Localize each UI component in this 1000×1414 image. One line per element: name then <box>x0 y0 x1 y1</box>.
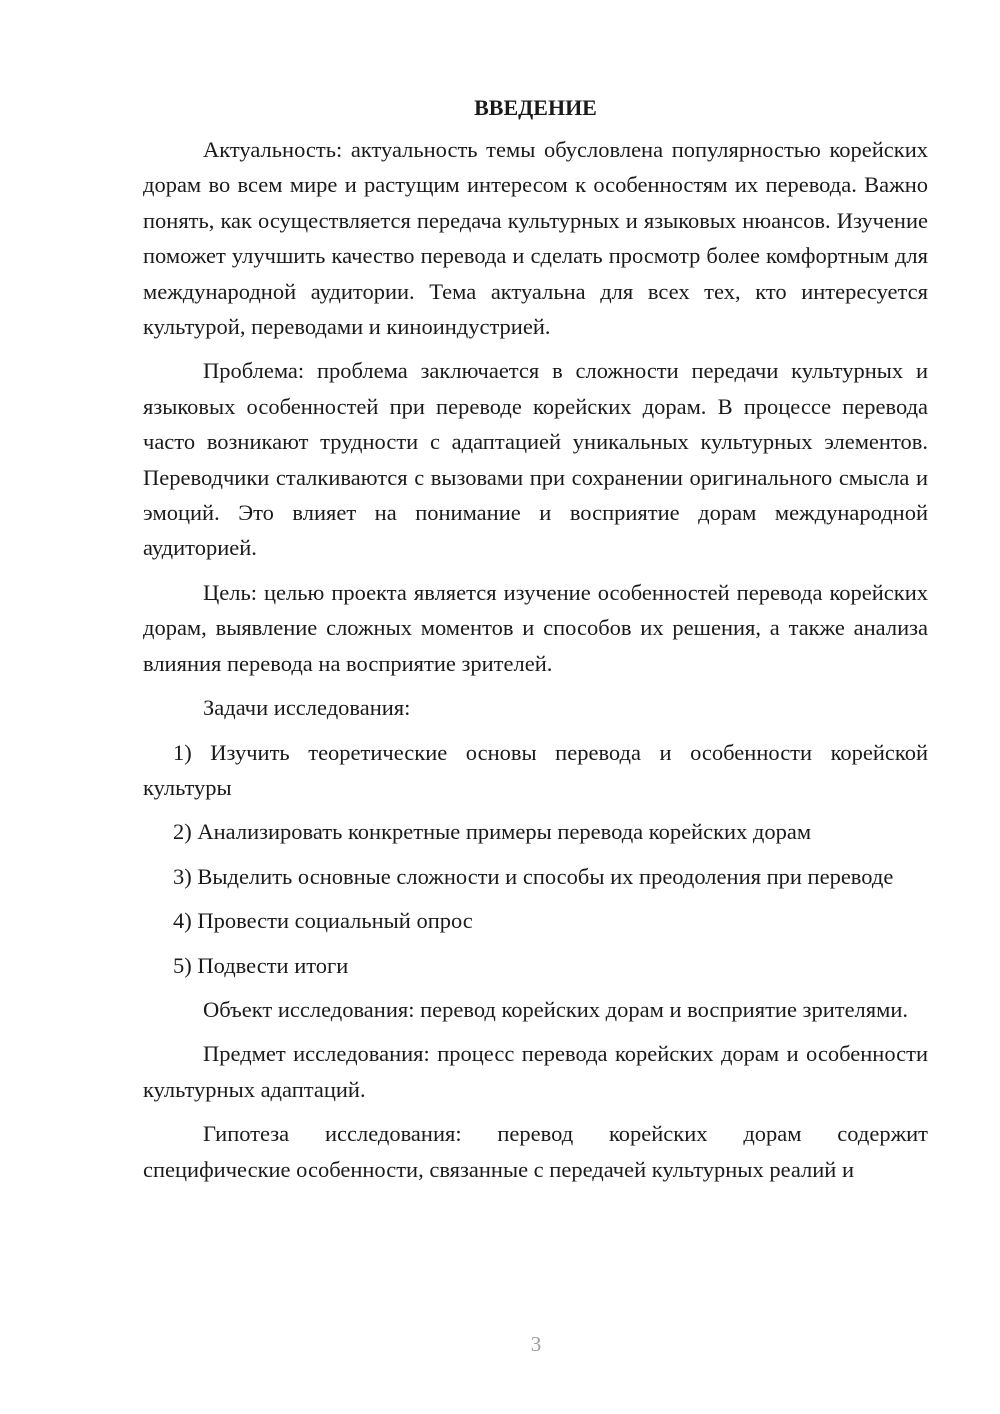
paragraph-hypothesis: Гипотеза исследования: перевод корейских дорам содержит специфические особенности, связанные с передачей культурных реалий и <box>143 1121 928 1182</box>
page-content <box>143 90 928 1196</box>
paragraph-problem: Проблема: проблема заключается в сложности передачи культурных и языковых особенностей при переводе корейских дорам. В процессе перевода часто возникают трудности с адаптацией уникальных культурных элементов. Переводчики сталкиваются с вызовами при сохранении оригинального смысла и эмоций. Это влияет на понимание и восприятие дорам международной аудиторией. <box>143 358 928 561</box>
task-item-2: 2) Анализировать конкретные примеры перевода корейских дорам <box>173 819 812 845</box>
section-heading: ВВЕДЕНИЕ <box>474 95 597 120</box>
paragraph-relevance: Актуальность: актуальность темы обусловлена популярностью корейских дорам во всем мире и растущим интересом к особенностям их перевода. Важно понять, как осуществляется передача культурных и языковых нюансов. Изучение поможет улучшить качество перевода и сделать просмотр более комфортным для международной аудитории. Тема актуальна для всех тех, кто интересуется культурой, переводами и киноиндустрией. <box>143 137 928 340</box>
task-item-3: 3) Выделить основные сложности и способы их преодоления при переводе <box>173 863 894 889</box>
task-item-4: 4) Провести социальный опрос <box>173 908 473 934</box>
paragraph-goal: Цель: целью проекта является изучение особенностей перевода корейских дорам, выявление сложных моментов и способов их решения, а также анализа влияния перевода на восприятие зрителей. <box>143 579 928 676</box>
task-item-1: 1) Изучить теоретические основы перевода и особенности корейской культуры <box>143 739 928 800</box>
page-number: 3 <box>530 1332 542 1356</box>
task-item-5: 5) Подвести итоги <box>173 952 349 978</box>
paragraph-subject: Предмет исследования: процесс перевода корейских дорам и особенности культурных адаптаций. <box>143 1041 928 1102</box>
paragraph-tasks-intro: Задачи исследования: <box>203 695 411 721</box>
paragraph-object: Объект исследования: перевод корейских дорам и восприятие зрителями. <box>203 996 909 1022</box>
